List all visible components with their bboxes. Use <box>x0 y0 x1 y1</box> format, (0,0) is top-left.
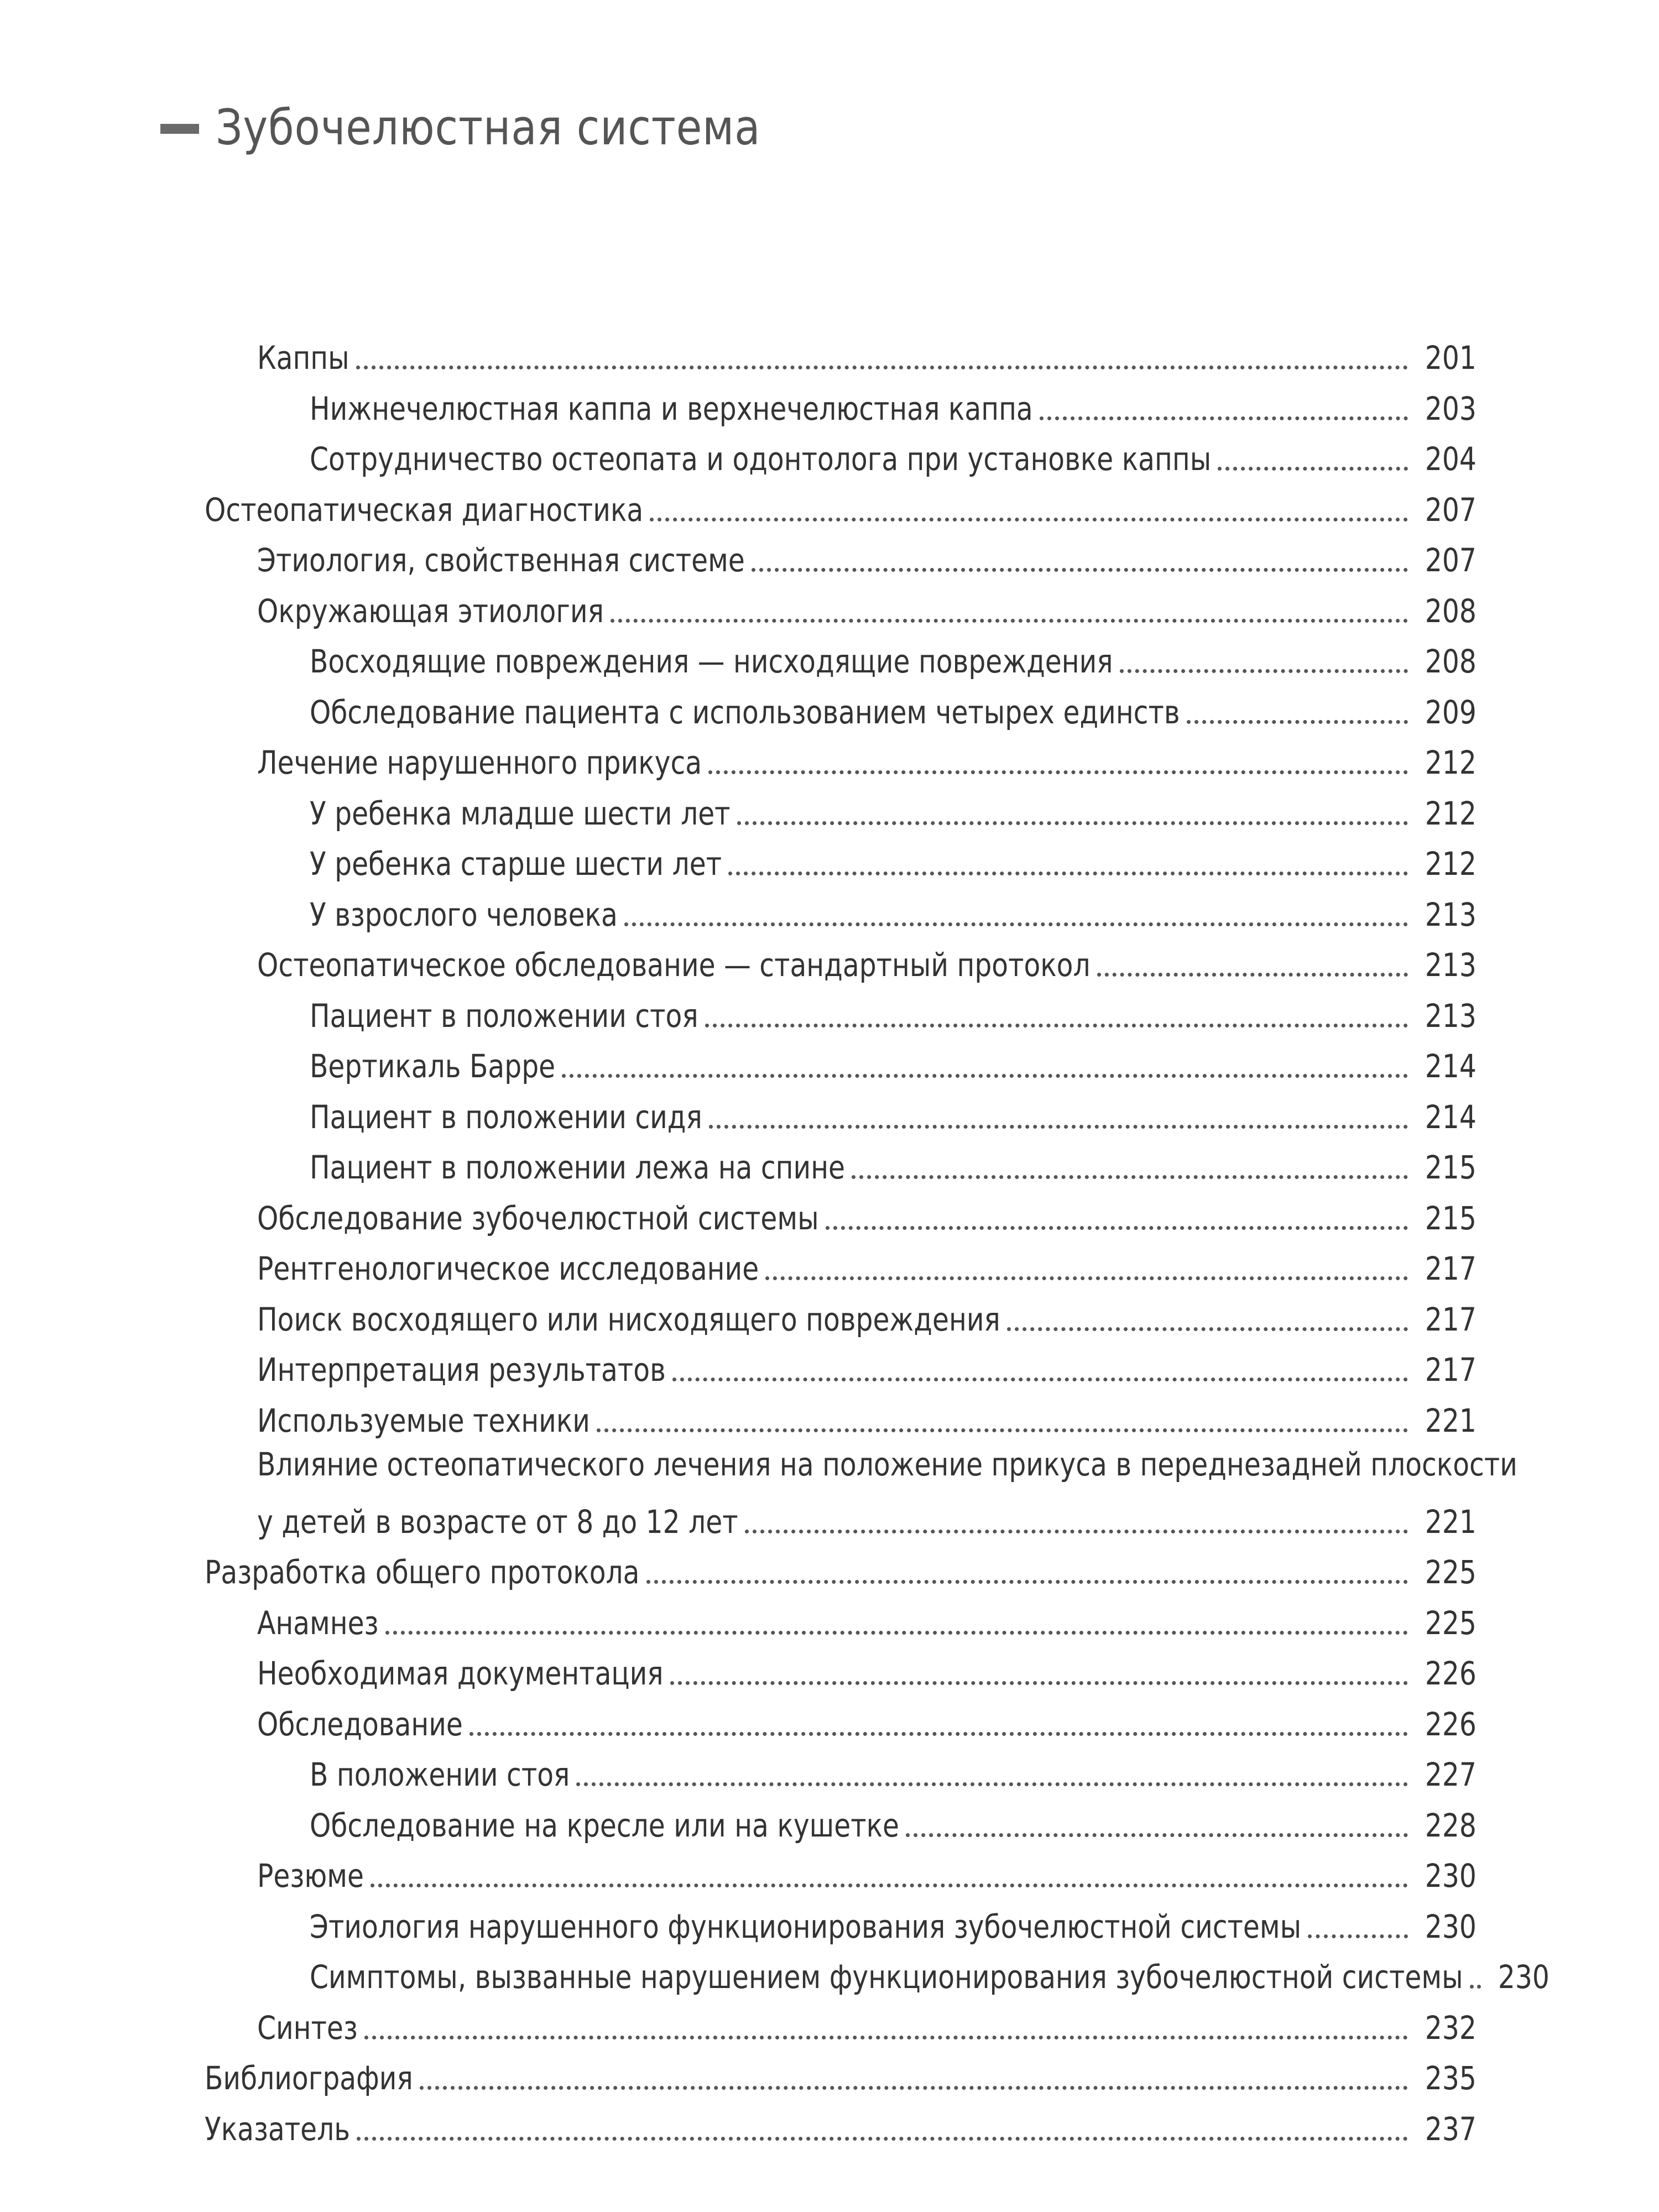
toc-entry <box>257 1642 1477 1693</box>
toc-entry <box>257 529 1477 580</box>
toc-entry-title: Пациент в положении стоя <box>310 997 698 1035</box>
toc-entry <box>257 1693 1477 1744</box>
toc-entry-title: Нижнечелюстная каппа и верхнечелюстная каппа <box>310 389 1033 427</box>
toc-entry-title: Восходящие повреждения — нисходящие повреждения <box>310 643 1113 680</box>
toc-entry <box>257 1288 1477 1339</box>
toc-dot-leader <box>1097 973 1408 977</box>
toc-page-number: 212 <box>1425 744 1477 781</box>
toc-entry-title: Окружающая этиология <box>257 592 604 630</box>
toc-entry <box>310 1136 1477 1187</box>
toc-page-number: 227 <box>1425 1756 1477 1793</box>
toc-entry <box>257 1389 1477 1440</box>
toc-entry <box>257 1338 1477 1389</box>
toc-entry <box>257 326 1477 377</box>
toc-entry-title: Обследование зубочелюстной системы <box>257 1199 819 1237</box>
toc-entry <box>310 984 1477 1035</box>
toc-dot-leader <box>737 821 1408 825</box>
toc-entry-title: Синтез <box>257 2008 358 2047</box>
toc-entry-title: Симптомы, вызванные нарушением функционирования зубочелюстной системы <box>310 1958 1463 1996</box>
toc-page-number: 212 <box>1425 845 1477 883</box>
toc-page-number: 208 <box>1425 643 1477 680</box>
toc-page-number: 203 <box>1425 389 1477 427</box>
toc-dot-leader <box>371 1884 1408 1887</box>
toc-entry <box>310 630 1477 681</box>
toc-dot-leader <box>356 366 1408 369</box>
toc-entry-title: Сотрудничество остеопата и одонтолога при установке каппы <box>310 440 1212 478</box>
toc-entry <box>205 478 1477 529</box>
toc-dot-leader <box>906 1833 1408 1837</box>
toc-page-number: 235 <box>1425 2059 1477 2097</box>
toc-entry-title: Интерпретация результатов <box>257 1351 666 1389</box>
toc-page-number: 221 <box>1425 1401 1477 1439</box>
toc-page-number: 230 <box>1425 1907 1477 1945</box>
toc-entry <box>310 782 1477 833</box>
toc-entry-title: Остеопатическая диагностика <box>205 491 644 529</box>
toc-entry-title: У взрослого человека <box>310 895 618 933</box>
toc-entry-title: Пациент в положении лежа на спине <box>310 1149 846 1186</box>
toc-entry-title: Используемые техники <box>257 1401 590 1439</box>
toc-dot-leader <box>765 1276 1408 1280</box>
toc-page-number: 213 <box>1425 997 1477 1035</box>
toc-page-number: 228 <box>1425 1806 1477 1844</box>
toc-page-number: 217 <box>1425 1250 1477 1287</box>
toc-dot-leader <box>670 1681 1408 1685</box>
toc-page-number: 215 <box>1425 1149 1477 1186</box>
toc-dot-leader <box>1187 720 1408 724</box>
toc-dot-leader <box>646 1580 1408 1584</box>
toc-entry <box>310 1895 1477 1946</box>
toc-dot-leader <box>752 568 1408 572</box>
toc-entry-title: Лечение нарушенного прикуса <box>257 744 702 781</box>
toc-entry-title: Поиск восходящего или нисходящего повреждения <box>257 1300 1000 1338</box>
toc-entry <box>310 883 1477 934</box>
toc-entry-title: Вертикаль Барре <box>310 1047 556 1085</box>
toc-entry-title: Указатель <box>205 2110 350 2148</box>
toc-dot-leader <box>705 1024 1408 1027</box>
toc-dot-leader <box>1218 467 1408 471</box>
toc-entry-title: Обследование <box>257 1705 463 1743</box>
toc-page-number: 237 <box>1425 2110 1477 2148</box>
toc-page-number: 204 <box>1425 440 1477 478</box>
toc-dot-leader <box>562 1074 1408 1078</box>
toc-entry <box>310 377 1477 428</box>
toc-entry-title: Каппы <box>257 339 349 377</box>
toc-entry <box>310 1945 1550 1996</box>
toc-entry-title: Необходимая документация <box>257 1655 664 1692</box>
toc-page-number: 215 <box>1425 1199 1477 1237</box>
toc-page-number: 213 <box>1425 895 1477 933</box>
toc-dot-leader <box>420 2086 1408 2090</box>
toc-page-number: 225 <box>1425 1553 1477 1591</box>
toc-dot-leader <box>624 922 1408 926</box>
toc-entry <box>205 2098 1477 2148</box>
toc-dot-leader <box>745 1530 1408 1533</box>
toc-entry-title: Обследование на кресле или на кушетке <box>310 1806 899 1844</box>
toc-entry <box>310 681 1477 732</box>
toc-entry <box>310 1794 1477 1845</box>
toc-page-number: 217 <box>1425 1300 1477 1338</box>
toc-entry-title-line: Влияние остеопатического лечения на положение прикуса в переднезадней плоскости <box>257 1446 1517 1483</box>
toc-dot-leader <box>708 770 1408 774</box>
toc-dot-leader <box>672 1378 1408 1381</box>
toc-page-number: 230 <box>1425 1857 1477 1895</box>
toc-entry-title: Анамнез <box>257 1604 379 1642</box>
toc-page-number: 226 <box>1425 1655 1477 1692</box>
toc-page-number: 207 <box>1425 491 1477 529</box>
toc-dot-leader <box>852 1175 1408 1179</box>
toc-entry-title: Резюме <box>257 1857 364 1895</box>
toc-dot-leader <box>1040 416 1408 420</box>
toc-entry-title: Остеопатическое обследование — стандартный протокол <box>257 946 1091 984</box>
toc-page-number: 209 <box>1425 693 1477 731</box>
header-dash-mark <box>160 124 199 134</box>
toc-entry <box>310 1086 1477 1136</box>
toc-entry <box>257 731 1477 782</box>
toc-dot-leader <box>1308 1934 1408 1938</box>
toc-entry <box>257 1844 1477 1895</box>
toc-entry-title: Этиология нарушенного функционирования зубочелюстной системы <box>310 1907 1302 1945</box>
toc-page-number: 207 <box>1425 541 1477 579</box>
toc-entry-title: Пациент в положении сидя <box>310 1098 702 1136</box>
toc-page-number: 212 <box>1425 794 1477 832</box>
page-title: Зубочелюстная система <box>216 98 761 156</box>
toc-entry-title: Этиология, свойственная системе <box>257 541 745 579</box>
toc-dot-leader <box>728 872 1408 875</box>
toc-entry-title: Библиография <box>205 2059 413 2097</box>
toc-entry-title: Разработка общего протокола <box>205 1553 640 1591</box>
toc-dot-leader <box>576 1782 1408 1786</box>
toc-page-number: 213 <box>1425 946 1477 984</box>
toc-entry <box>257 1237 1477 1288</box>
toc-entry <box>310 1035 1477 1086</box>
toc-page-number: 230 <box>1498 1958 1550 1996</box>
toc-page-number: 214 <box>1425 1098 1477 1136</box>
toc-entry-title: Обследование пациента с использованием четырех единств <box>310 693 1180 731</box>
toc-entry-title: у детей в возрасте от 8 до 12 лет <box>257 1503 738 1541</box>
toc-entry <box>257 933 1477 984</box>
toc-dot-leader <box>385 1631 1408 1635</box>
toc-entry <box>257 580 1477 630</box>
toc-entry <box>205 2047 1477 2098</box>
toc-dot-leader <box>364 2036 1408 2039</box>
toc-page-number: 232 <box>1425 2008 1477 2047</box>
toc-entry-title: В положении стоя <box>310 1756 570 1793</box>
toc-dot-leader <box>469 1732 1408 1736</box>
toc-dot-leader <box>611 619 1408 623</box>
page-header <box>160 88 849 166</box>
toc-entry <box>257 1996 1477 2047</box>
toc-dot-leader <box>709 1125 1408 1129</box>
toc-entry <box>310 1743 1477 1794</box>
toc-page-number: 208 <box>1425 592 1477 630</box>
toc-page-number: 225 <box>1425 1604 1477 1642</box>
toc-entry <box>310 427 1477 478</box>
toc-dot-leader <box>826 1226 1408 1230</box>
toc-page-number: 217 <box>1425 1351 1477 1389</box>
toc-entry <box>257 1592 1477 1642</box>
toc-dot-leader <box>597 1428 1408 1432</box>
toc-entry <box>205 1541 1477 1592</box>
toc-entry-title: Рентгенологическое исследование <box>257 1250 759 1287</box>
toc-dot-leader <box>650 518 1408 521</box>
toc-entry <box>310 832 1477 883</box>
toc-entry-title: У ребенка младше шести лет <box>310 794 731 832</box>
toc-page-number: 221 <box>1425 1503 1477 1541</box>
toc-entry-title: У ребенка старше шести лет <box>310 845 722 883</box>
toc-page-number: 226 <box>1425 1705 1477 1743</box>
toc-dot-leader <box>1120 669 1408 673</box>
toc-dot-leader <box>357 2137 1408 2141</box>
toc-page-number: 214 <box>1425 1047 1477 1085</box>
toc-dot-leader <box>1007 1327 1408 1331</box>
toc-dot-leader <box>1470 1985 1481 1989</box>
toc-page-number: 201 <box>1425 339 1477 377</box>
toc-entry <box>257 1187 1477 1238</box>
toc-entry <box>257 1490 1477 1541</box>
